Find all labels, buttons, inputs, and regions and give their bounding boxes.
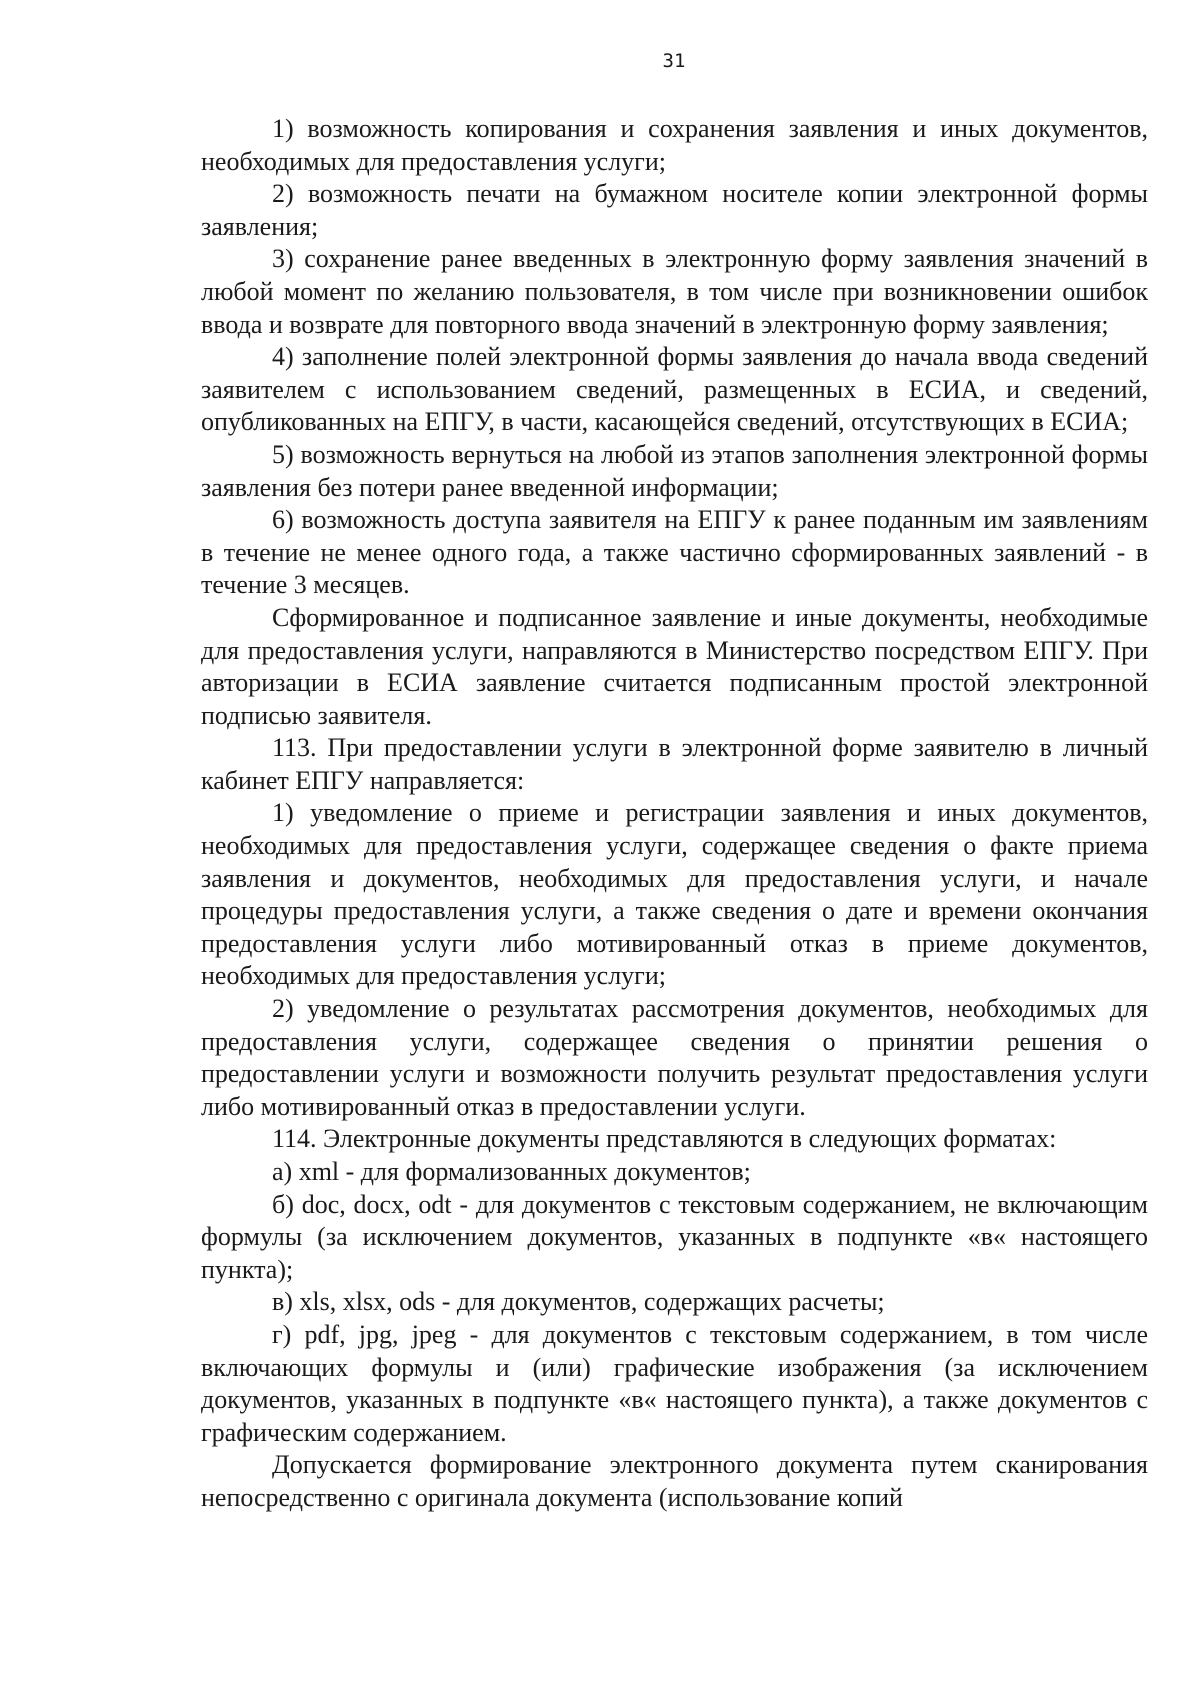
paragraph-notice-results: 2) уведомление о результатах рассмотрения документов, необходимых для предоставления услуги, содержащее сведения о принятии решения о предоставлении услуги и возможности получить результат предоставления услуги либо мотивированный отказ в предоставлении услуги. <box>201 994 1148 1121</box>
paragraph-item-6-access: 6) возможность доступа заявителя на ЕПГУ к ранее поданным им заявлениям в течение не менее одного года, а также частично сформированных заявлений - в течение 3 месяцев. <box>201 505 1148 600</box>
paragraph-clause-113: 113. При предоставлении услуги в электронной форме заявителю в личный кабинет ЕПГУ направляется: <box>201 733 1148 795</box>
paragraph-notice-receipt: 1) уведомление о приеме и регистрации заявления и иных документов, необходимых для предоставления услуги, содержащее сведения о факте приема заявления и документов, необходимых для предоставления услуги, и начале процедуры предоставления услуги, а также сведения о дате и времени окончания предоставления услуги либо мотивированный отказ в приеме документов, необходимых для предоставления услуги; <box>201 798 1148 991</box>
paragraph-item-4-fill-fields: 4) заполнение полей электронной формы заявления до начала ввода сведений заявителем с использованием сведений, размещенных в ЕСИА, и сведений, опубликованных на ЕПГУ, в части, касающейся сведений, отсутствующих в ЕСИА; <box>201 342 1148 437</box>
paragraph-format-b-doc: б) doc, docx, odt - для документов с текстовым содержанием, не включающим формулы (за исключением документов, указанных в подпункте «в« настоящего пункта); <box>201 1189 1148 1284</box>
paragraph-format-g-pdf: г) pdf, jpg, jpeg - для документов с текстовым содержанием, в том числе включающих формулы и (или) графические изображения (за исключением документов, указанных в подпункте «в« настоящего пункта), а также документов с графическим содержанием. <box>201 1319 1148 1447</box>
paragraph-item-5-return-steps: 5) возможность вернуться на любой из этапов заполнения электронной формы заявления без потери ранее введенной информации; <box>201 439 1148 502</box>
page-number: 31 <box>662 50 686 72</box>
paragraph-clause-114: 114. Электронные документы представляются в следующих форматах: <box>272 1124 1057 1154</box>
paragraph-format-v-xls: в) xls, xlsx, ods - для документов, содержащих расчеты; <box>272 1287 885 1317</box>
paragraph-signed-application: Сформированное и подписанное заявление и иные документы, необходимые для предоставления услуги, направляются в Министерство посредством ЕПГУ. При авторизации в ЕСИА заявление считается подписанным простой электронной подписью заявителя. <box>201 602 1148 730</box>
document-body <box>201 113 1148 1515</box>
paragraph-item-3-save-values: 3) сохранение ранее введенных в электронную форму заявления значений в любой момент по желанию пользователя, в том числе при возникновении ошибок ввода и возврате для повторного ввода значений в электронную форму заявления; <box>201 244 1148 339</box>
paragraph-item-2-print: 2) возможность печати на бумажном носителе копии электронной формы заявления; <box>201 179 1148 241</box>
paragraph-format-a-xml: а) xml - для формализованных документов; <box>272 1157 751 1186</box>
paragraph-item-1-copy-save: 1) возможность копирования и сохранения заявления и иных документов, необходимых для предоставления услуги; <box>201 114 1148 176</box>
paragraph-scanning: Допускается формирование электронного документа путем сканирования непосредственно с оригинала документа (использование копий <box>201 1450 1148 1512</box>
